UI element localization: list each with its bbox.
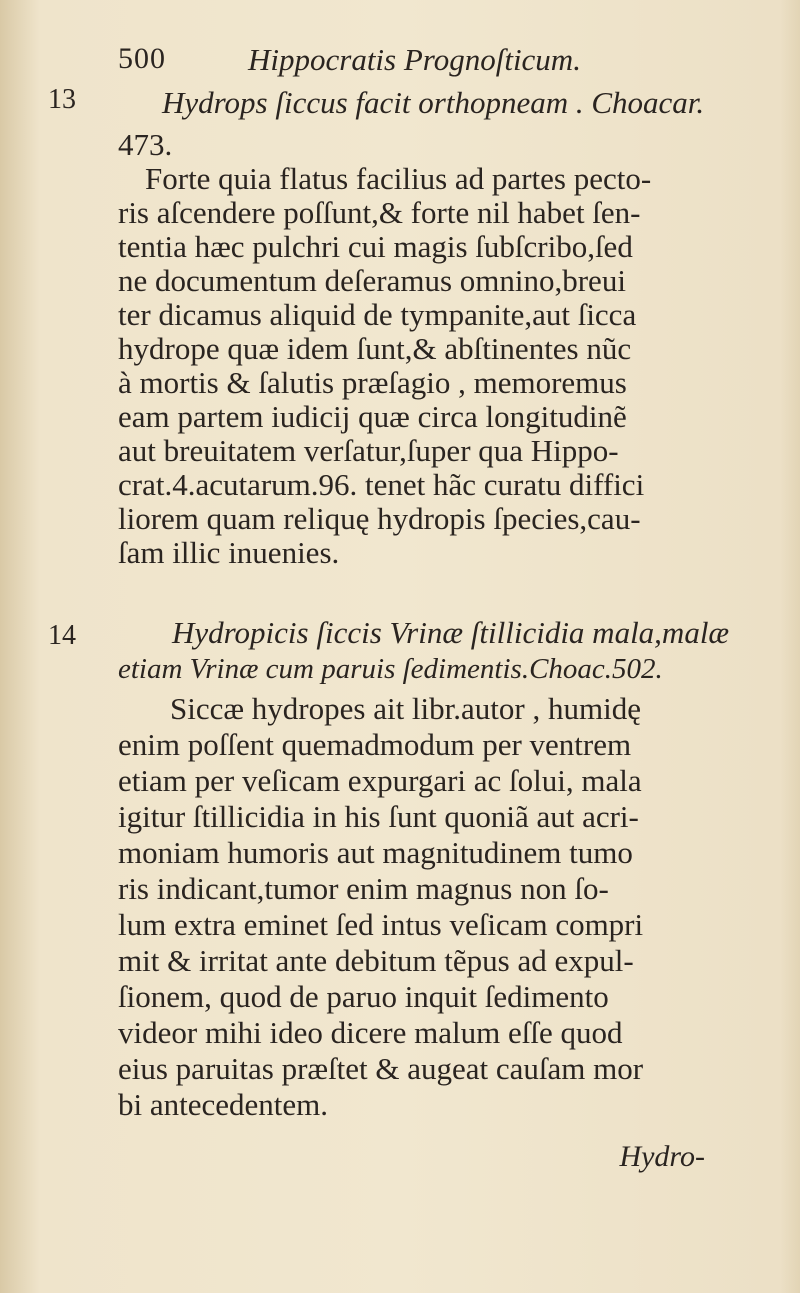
- section1-body-line: Forte quia flatus facilius ad partes pecto-: [145, 161, 652, 196]
- section1-body-line: tentia hæc pulchri cui magis ſubſcribo,ſed: [118, 229, 633, 264]
- section1-body-line: à mortis & ſalutis præſagio , memoremus: [118, 365, 627, 400]
- section1-heading-line: Hydrops ſiccus facit orthopneam . Choacar.: [162, 85, 705, 120]
- margin-number-13: 13: [48, 84, 76, 115]
- running-title: Hippocratis Prognoſticum.: [248, 42, 581, 77]
- section2-heading-line: etiam Vrinæ cum paruis ſedimentis.Choac.502.: [118, 653, 663, 685]
- section1-body-line: hydrope quæ idem ſunt,& abſtinentes nũc: [118, 331, 632, 366]
- section1-body-line: crat.4.acutarum.96. tenet hãc curatu diffici: [118, 467, 645, 502]
- section2-body-line: eius paruitas præſtet & augeat cauſam mor: [118, 1051, 644, 1086]
- section1-body-line: ne documentum deſeramus omnino,breui: [118, 263, 626, 298]
- section2-body-line: videor mihi ideo dicere malum eſſe quod: [118, 1015, 623, 1050]
- section1-body-line: aut breuitatem verſatur,ſuper qua Hippo-: [118, 433, 619, 468]
- section1-heading-number: 473.: [118, 127, 173, 162]
- section2-body-line: moniam humoris aut magnitudinem tumo: [118, 835, 633, 870]
- section2-body-line: mit & irritat ante debitum tẽpus ad expul-: [118, 943, 634, 978]
- section1-body-line: ſam illic inuenies.: [118, 535, 340, 570]
- section2-body-line: Siccæ hydropes ait libr.autor , humidę: [170, 691, 641, 726]
- section2-body-line: enim poſſent quemadmodum per ventrem: [118, 727, 632, 762]
- section2-body-line: bi antecedentem.: [118, 1087, 329, 1122]
- section1-body-line: liorem quam reliquę hydropis ſpecies,cau-: [118, 501, 641, 536]
- page-number: 500: [118, 42, 166, 75]
- section1-body-line: ter dicamus aliquid de tympanite,aut ſicca: [118, 297, 637, 332]
- catchword: Hydro-: [619, 1140, 705, 1173]
- margin-number-14: 14: [48, 620, 76, 651]
- section1-body-line: ris aſcendere poſſunt,& forte nil habet ſen-: [118, 195, 641, 230]
- section2-body-line: ſionem, quod de paruo inquit ſedimento: [118, 979, 609, 1014]
- section2-body-line: lum extra eminet ſed intus veſicam compri: [118, 907, 644, 942]
- section2-body-line: igitur ſtillicidia in his ſunt quoniã aut acri-: [118, 799, 639, 834]
- section2-body-line: ris indicant,tumor enim magnus non ſo-: [118, 871, 609, 906]
- section2-body-line: etiam per veſicam expurgari ac ſolui, mala: [118, 763, 642, 798]
- section1-body-line: eam partem iudicij quæ circa longitudinẽ: [118, 399, 627, 434]
- section2-heading-line: Hydropicis ſiccis Vrinæ ſtillicidia mala,malæ: [172, 615, 730, 650]
